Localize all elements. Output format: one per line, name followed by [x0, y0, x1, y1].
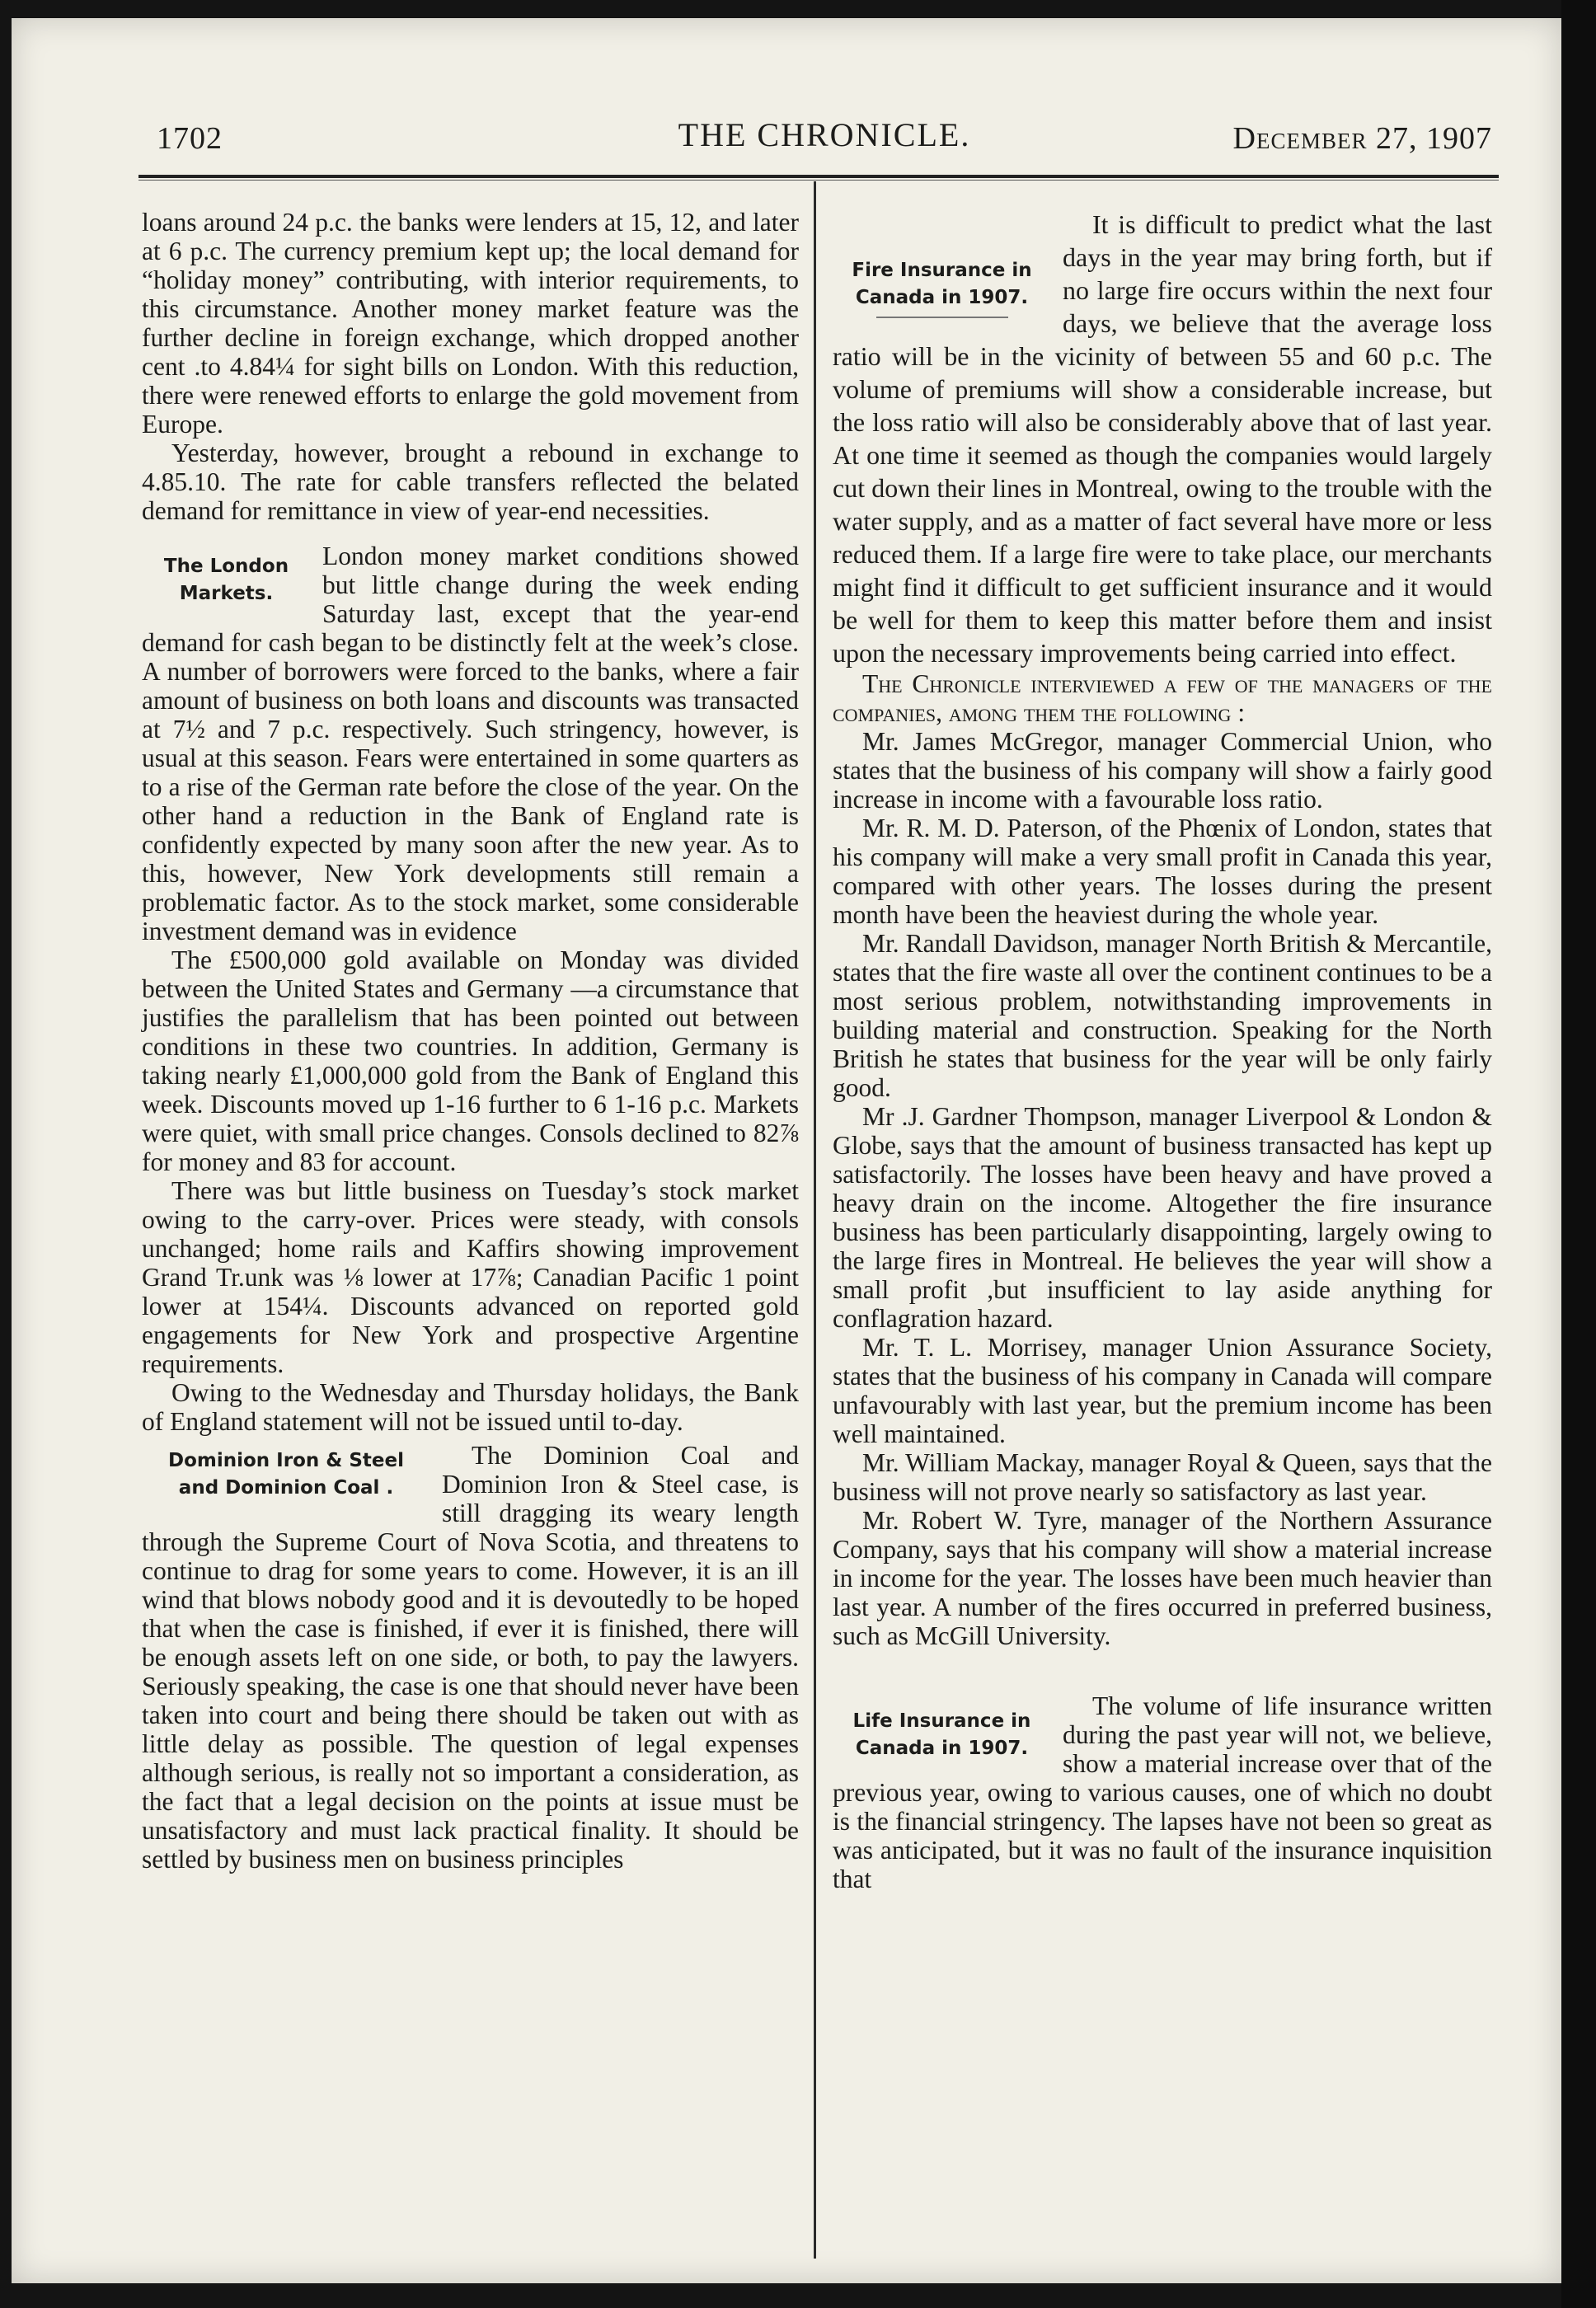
paragraph: The Dominion Coal and Dominion Iron & Steel case, is still dragging its weary length through the Supreme Court of Nova Scotia, and threatens to continue to drag for some years to come. However, it is an ill wind that blows nobody good and it is devoutedly to be hoped that when the case is finished, if ever it is finished, there will be enough assets left on one side, or both, to pay the lawyers. Seriously speaking, the case is one that should never have been taken into court and being there should be taken out with as little delay as possible. The question of legal expenses although serious, is really not so important a consideration, as the fact that a legal decision on the points at issue must be unsatisfactory and must lack practical finality. It should be settled by business men on business principles	[142, 1441, 799, 1874]
paragraph: Yesterday, however, brought a rebound in exchange to 4.85.10. The rate for cable transfers reflected the belated demand for remittance in view of year-end necessities.	[142, 439, 799, 525]
paragraph: Mr. William Mackay, manager Royal & Queen, says that the business will not prove nearly so satisfactory as last year.	[833, 1448, 1492, 1506]
publication-title: THE CHRONICLE.	[678, 116, 971, 153]
paragraph: Mr. R. M. D. Paterson, of the Phœnix of London, states that his company will make a very small profit in Canada this year, compared with other years. The losses during the present month have been the heaviest during the whole year.	[833, 814, 1492, 929]
header-rule-thin	[138, 180, 1499, 181]
page-number: 1702	[157, 121, 223, 156]
paragraph: Mr. Randall Davidson, manager North British & Mercantile, states that the fire waste all over the continent continues to be a most serious problem, notwithstanding improvements in building material and construction. Speaking for the North British he states that business for the year will be only fairly good.	[833, 929, 1492, 1102]
left-column	[142, 208, 799, 1874]
section-heading-london-markets	[142, 553, 311, 607]
paragraph: Mr. T. L. Morrisey, manager Union Assurance Society, states that the business of his company in Canada will compare unfavourably with last year, but the premium income has been well maintained.	[833, 1333, 1492, 1448]
page-header	[157, 115, 1492, 165]
scan-edge	[1561, 0, 1596, 2308]
paragraph: The Chronicle interviewed a few of the managers of the companies, among them the following :	[833, 669, 1492, 727]
heading-line: and Dominion Coal .	[178, 1477, 394, 1499]
heading-line: The London	[163, 556, 289, 577]
paragraph: There was but little business on Tuesday’s stock market owing to the carry-over. Prices were steady, with consols unchanged; home rails and Kaffirs showing improvement Grand Tr.unk was ⅛ lower at 17⅞; Canadian Pacific 1 point lower at 154¼. Discounts advanced on reported gold engagements for New York and prospective Argentine requirements.	[142, 1176, 799, 1378]
paragraph: loans around 24 p.c. the banks were lenders at 15, 12, and later at 6 p.c. The currency premium kept up; the local demand for “holiday money” contributing, with interior requirements, to this circumstance. Another money market feature was the further decline in foreign exchange, which dropped another cent .to 4.84¼ for sight bills on London. With this reduction, there were renewed efforts to enlarge the gold movement from Europe.	[142, 208, 799, 439]
heading-line: Life Insurance in	[852, 1710, 1031, 1732]
heading-line: Canada in 1907.	[855, 287, 1029, 308]
paragraph: It is difficult to predict what the last days in the year may bring forth, but if no large fire occurs within the next four days, we believe that the average loss ratio will be in the vicinity of between 55 and 60 p.c. The volume of premiums will show a considerable increase, but the loss ratio will also be considerably above that of last year. At one time it seemed as though the companies would largely cut down their lines in Montreal, owing to the trouble with the water supply, and as a matter of fact several have more or less reduced them. If a large fire were to take place, our merchants might find it difficult to get sufficient insurance and it would be well for them to keep this matter before them and insist upon the necessary improvements being carried into effect.	[833, 209, 1492, 668]
paragraph: Mr. James McGregor, manager Commercial Union, who states that the business of his company will show a fairly good increase in income with a favourable loss ratio.	[833, 727, 1492, 814]
paragraph: Mr. Robert W. Tyre, manager of the Northern Assurance Company, says that his company will show a material increase in income for the year. The losses have been much heavier than last year. A number of the fires occurred in preferred business, such as McGill University.	[833, 1506, 1492, 1650]
section-heading-life-insurance	[833, 1708, 1051, 1762]
heading-line: Markets.	[179, 583, 274, 604]
heading-line: Dominion Iron & Steel	[168, 1450, 404, 1471]
paragraph: London money market conditions showed but little change during the week ending Saturday last, except that the year-end demand for cash began to be distinctly felt at the week’s close. A number of borrowers were forced to the banks, where a fair amount of business on both loans and discounts was transacted at 7½ and 7 p.c. respectively. Such stringency, however, is usual at this season. Fears were entertained in some quarters as to a rise of the German rate before the close of the year. On the other hand a reduction in the Bank of England rate is confidently expected by many soon after the new year. As to this, however, New York developments still remain a problematic factor. As to the stock market, some considerable investment demand was in evidence	[142, 542, 799, 945]
section-heading-dominion-coal	[142, 1447, 430, 1502]
column-divider	[814, 181, 816, 2259]
paragraph: The £500,000 gold available on Monday was divided between the United States and Germany —a circumstance that justifies the parallelism that has been pointed out between conditions in these two countries. In addition, Germany is taking nearly £1,000,000 gold from the Bank of England this week. Discounts moved up 1-16 further to 6 1-16 p.c. Markets were quiet, with small price changes. Consols declined to 82⅞ for money and 83 for account.	[142, 945, 799, 1176]
header-rule	[138, 175, 1499, 178]
right-column	[833, 208, 1492, 1893]
paragraph: Owing to the Wednesday and Thursday holidays, the Bank of England statement will not be issued until to-day.	[142, 1378, 799, 1436]
paragraph: The volume of life insurance written during the past year will not, we believe, show a material increase over that of the previous year, owing to various causes, one of which no doubt is the financial stringency. The lapses have not been so great as was anticipated, but it was no fault of the insurance inquisition that	[833, 1691, 1492, 1893]
heading-line: Canada in 1907.	[855, 1738, 1029, 1759]
heading-underline	[876, 317, 1008, 318]
section-heading-fire-insurance	[833, 257, 1051, 318]
paragraph: Mr .J. Gardner Thompson, manager Liverpool & London & Globe, says that the amount of business transacted has kept up satisfactorily. The losses have been heavy and have proved a heavy drain on the income. Altogether the fire insurance business has been particularly disappointing, largely owing to the large fires in Montreal. He believes the year will show a small profit ,but insufficient to lay aside anything for conflagration hazard.	[833, 1102, 1492, 1333]
issue-date: December 27, 1907	[1232, 121, 1492, 156]
heading-line: Fire Insurance in	[852, 260, 1032, 281]
